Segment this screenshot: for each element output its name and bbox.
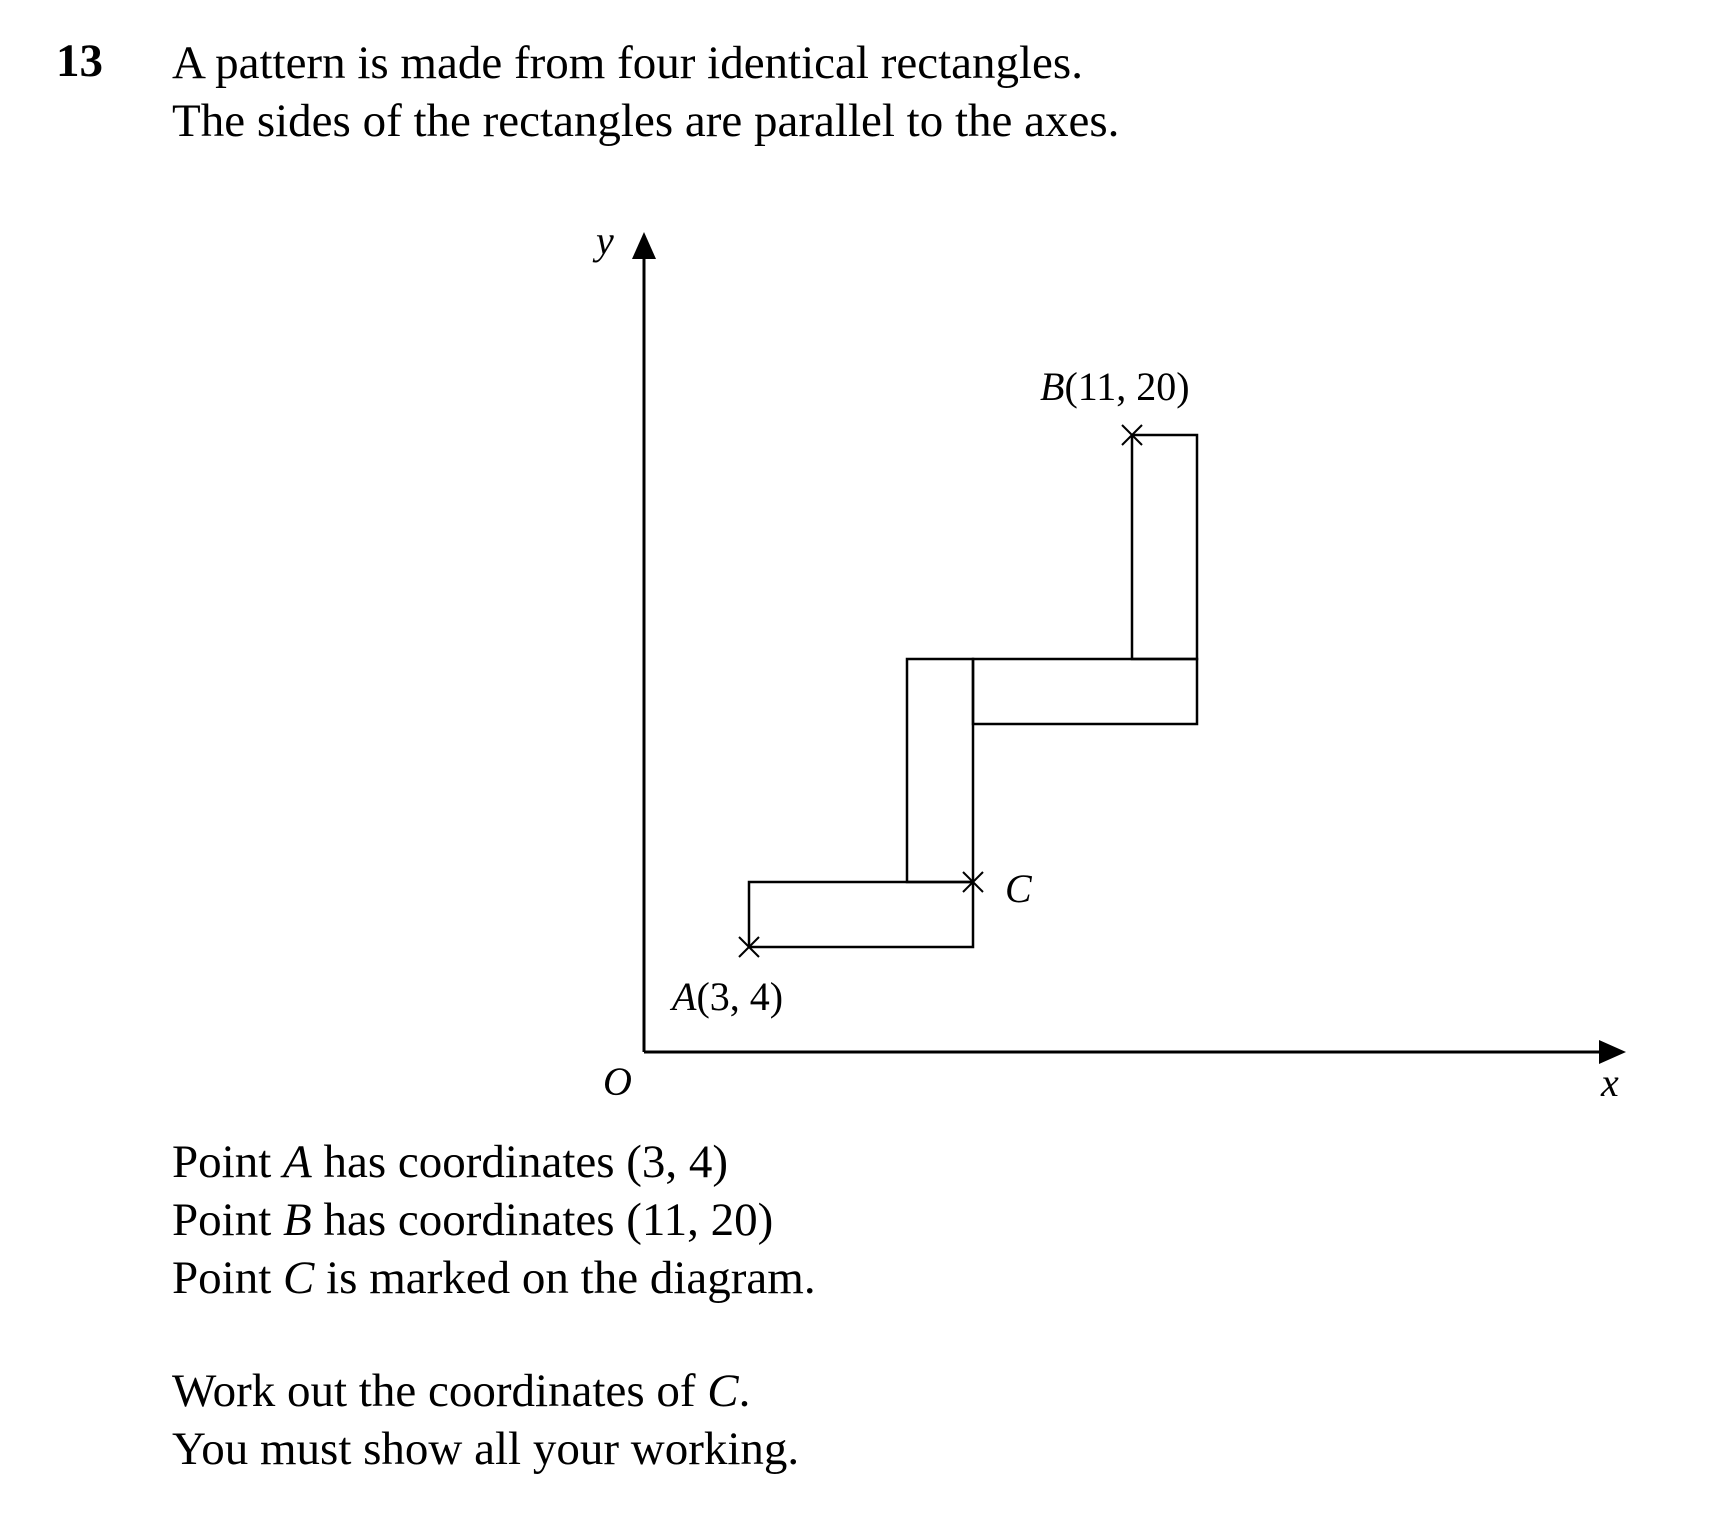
rectangle-pattern bbox=[749, 435, 1197, 947]
intro-line-1: A pattern is made from four identical rectangles. bbox=[172, 37, 1083, 89]
point-a-letter: A bbox=[672, 974, 697, 1019]
rectangle-2 bbox=[907, 659, 973, 882]
question-task bbox=[172, 1362, 799, 1478]
point-statements bbox=[172, 1133, 816, 1307]
y-axis-arrow bbox=[632, 232, 656, 259]
statement-b: Point B has coordinates (11, 20) bbox=[172, 1194, 774, 1246]
rectangle-3 bbox=[973, 659, 1197, 724]
task-line-1: Work out the coordinates of C. bbox=[172, 1365, 751, 1417]
origin-label: O bbox=[603, 1059, 632, 1104]
intro-line-2: The sides of the rectangles are parallel to the axes. bbox=[172, 95, 1120, 147]
rectangle-1 bbox=[749, 882, 973, 947]
statement-c: Point C is marked on the diagram. bbox=[172, 1252, 816, 1304]
rectangle-4 bbox=[1132, 435, 1197, 659]
point-b-letter: B bbox=[1040, 364, 1065, 409]
x-axis-label: x bbox=[1601, 1060, 1619, 1105]
point-b-coords: (11, 20) bbox=[1064, 364, 1190, 409]
point-c-label: C bbox=[1005, 866, 1032, 911]
point-b-label bbox=[1040, 364, 1190, 409]
question-number: 13 bbox=[56, 35, 103, 87]
point-a-label bbox=[669, 974, 783, 1019]
task-line-2: You must show all your working. bbox=[172, 1423, 800, 1475]
point-a-coords: (3, 4) bbox=[696, 974, 784, 1019]
statement-a: Point A has coordinates (3, 4) bbox=[172, 1136, 729, 1188]
y-axis-label: y bbox=[596, 218, 614, 263]
